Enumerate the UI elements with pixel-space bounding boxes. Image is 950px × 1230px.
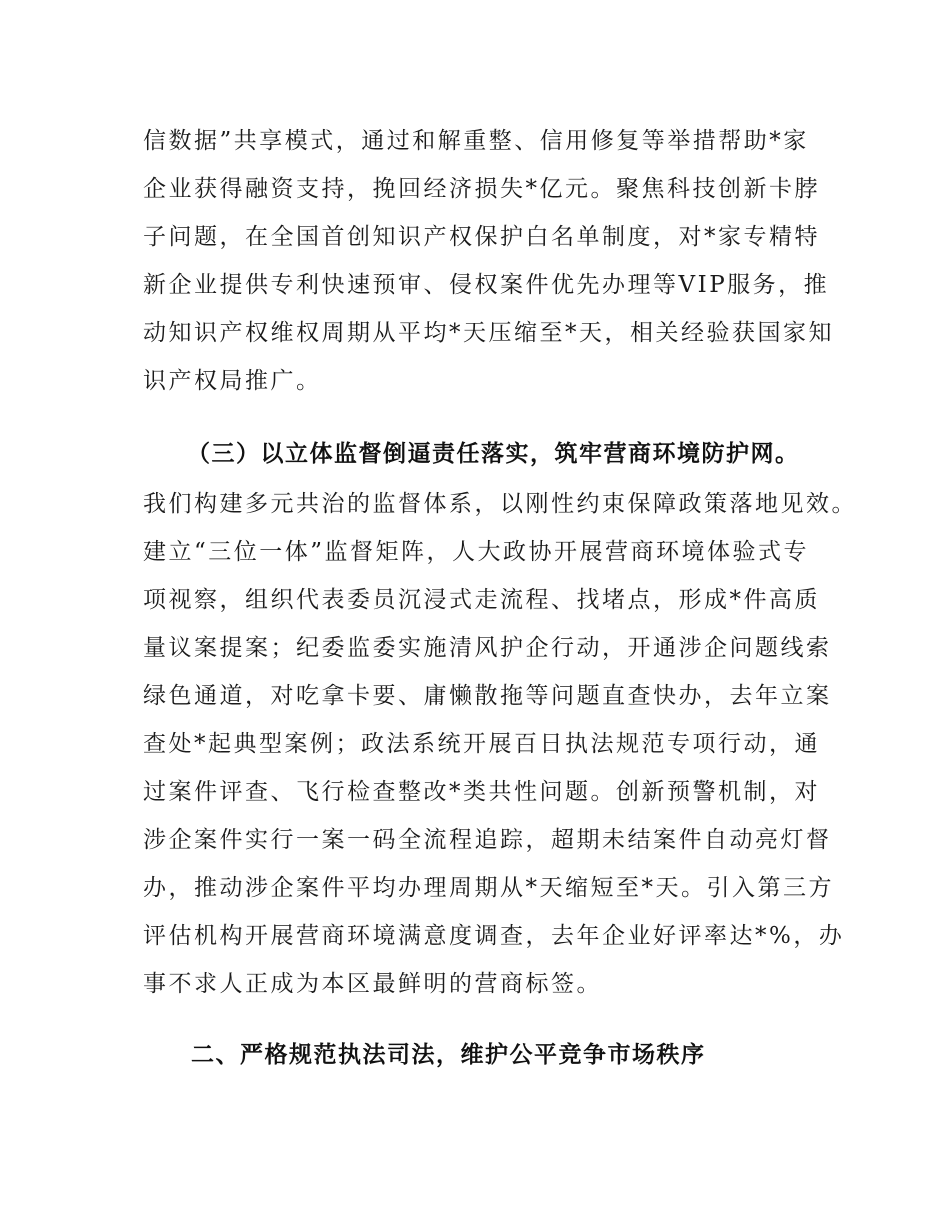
paragraph-line: 建立“三位一体”监督矩阵，人大政协开展营商环境体验式专 (143, 539, 810, 565)
paragraph-line: 过案件评查、飞行检查整改*类共性问题。创新预警机制，对 (143, 779, 820, 805)
paragraph-line: 新企业提供专利快速预审、侵权案件优先办理等VIP服务，推 (143, 272, 830, 298)
paragraph-line: 绿色通道，对吃拿卡要、庸懒散拖等问题直查快办，去年立案 (143, 683, 832, 709)
paragraph-line: 评估机构开展营商环境满意度调查，去年企业好评率达*%，办 (143, 923, 845, 949)
paragraph-line: 动知识产权维权周期从平均*天压缩至*天，相关经验获国家知 (143, 320, 834, 346)
subheading: （三）以立体监督倒逼责任落实，筑牢营商环境防护网。 (187, 441, 800, 467)
paragraph-line: 企业获得融资支持，挽回经济损失*亿元。聚焦科技创新卡脖 (143, 176, 820, 202)
paragraph-line: 查处*起典型案例；政法系统开展百日执法规范专项行动，通 (143, 731, 820, 757)
paragraph-line: 办，推动涉企案件平均办理周期从*天缩短至*天。引入第三方 (143, 875, 834, 901)
paragraph-line: 量议案提案；纪委监委实施清风护企行动，开通涉企问题线索 (143, 635, 832, 661)
paragraph-line: 信数据”共享模式，通过和解重整、信用修复等举措帮助*家 (143, 128, 809, 154)
paragraph-line: 项视察，组织代表委员沉浸式走流程、找堵点，形成*件高质 (143, 587, 820, 613)
paragraph-line: 我们构建多元共治的监督体系，以刚性约束保障政策落地见效。 (143, 491, 857, 517)
paragraph-line: 识产权局推广。 (143, 368, 322, 394)
paragraph-line: 事不求人正成为本区最鲜明的营商标签。 (143, 971, 602, 997)
paragraph-line: 子问题，在全国首创知识产权保护白名单制度，对*家专精特 (143, 224, 820, 250)
paragraph-line: 涉企案件实行一案一码全流程追踪，超期未结案件自动亮灯督 (143, 827, 832, 853)
section-heading: 二、严格规范执法司法，维护公平竞争市场秩序 (191, 1042, 706, 1068)
